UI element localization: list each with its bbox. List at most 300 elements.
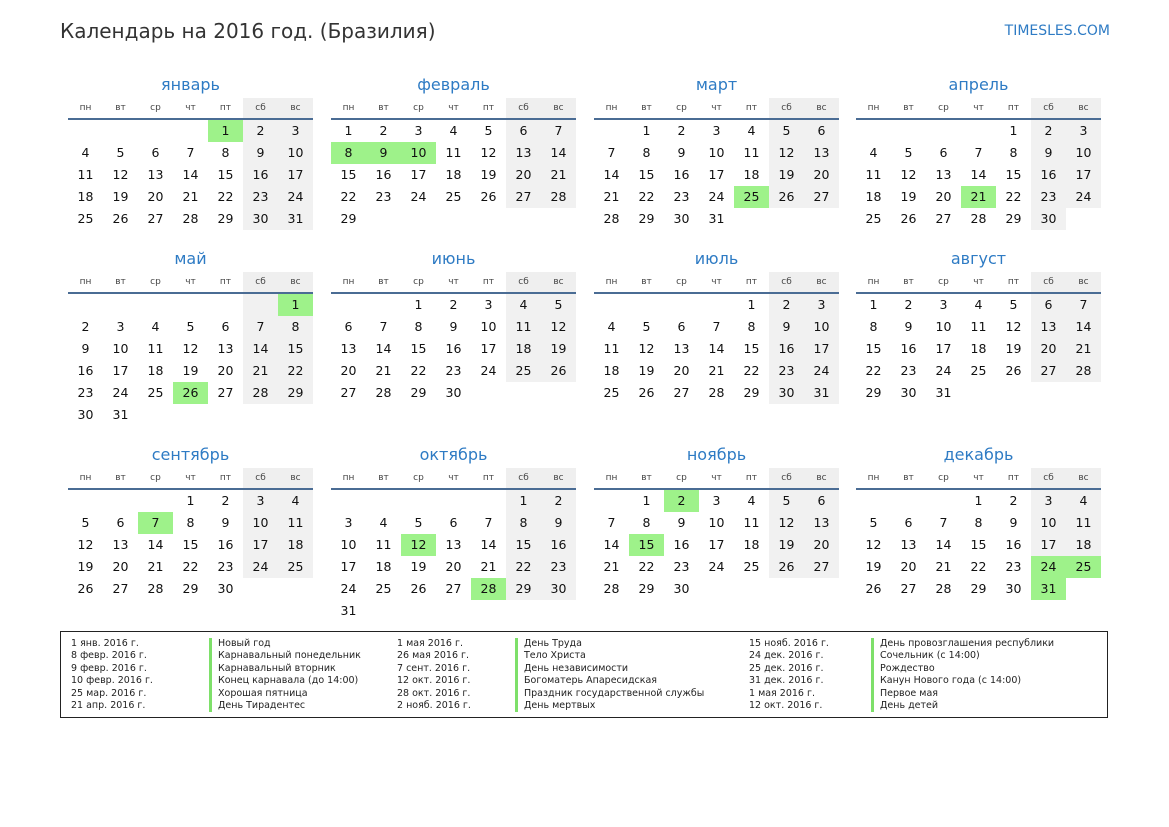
day-cell: 25 bbox=[278, 556, 313, 578]
month-name: июнь bbox=[431, 249, 476, 268]
day-cell: 6 bbox=[939, 145, 948, 160]
weekday-label: ср bbox=[676, 473, 687, 483]
day-cell: 21 bbox=[1066, 338, 1101, 360]
day-cell: 30 bbox=[77, 407, 94, 422]
day-cell: 18 bbox=[77, 189, 94, 204]
day-cell: 22 bbox=[278, 360, 313, 382]
day-cell: 7 bbox=[607, 145, 616, 160]
day-cell: 6 bbox=[151, 145, 160, 160]
day-cell: 23 bbox=[541, 556, 576, 578]
day-cell: 5 bbox=[116, 145, 125, 160]
day-cell: 23 bbox=[217, 559, 234, 574]
day-cell: 15 bbox=[217, 167, 234, 182]
day-cell: 23 bbox=[769, 360, 804, 382]
day-cell: 23 bbox=[673, 189, 690, 204]
day-cell: 28 bbox=[708, 385, 725, 400]
day-cell: 5 bbox=[1009, 297, 1018, 312]
day-cell: 6 bbox=[1031, 294, 1066, 316]
holiday-day: 9 bbox=[366, 142, 401, 164]
day-cell: 1 bbox=[414, 297, 423, 312]
empty-cell bbox=[699, 294, 734, 316]
legend-description: Тело Христа bbox=[515, 650, 586, 662]
day-cell: 10 bbox=[708, 515, 725, 530]
weekday-label: чт bbox=[973, 103, 984, 113]
day-cell: 28 bbox=[603, 211, 620, 226]
day-cell: 22 bbox=[865, 363, 882, 378]
month-name: ноябрь bbox=[686, 445, 747, 464]
day-cell: 27 bbox=[340, 385, 357, 400]
day-cell: 6 bbox=[904, 515, 913, 530]
day-cell: 11 bbox=[1066, 512, 1101, 534]
day-cell: 23 bbox=[445, 363, 462, 378]
day-cell: 30 bbox=[1005, 581, 1022, 596]
weekday-label: вт bbox=[903, 473, 914, 483]
holiday-legend bbox=[60, 631, 1108, 718]
day-cell: 18 bbox=[743, 537, 760, 552]
day-cell: 4 bbox=[607, 319, 616, 334]
legend-date: 31 дек. 2016 г. bbox=[749, 675, 824, 687]
month-name: октябрь bbox=[419, 445, 488, 464]
day-cell: 3 bbox=[116, 319, 125, 334]
day-cell: 8 bbox=[506, 512, 541, 534]
day-cell: 3 bbox=[939, 297, 948, 312]
day-cell: 4 bbox=[747, 493, 756, 508]
weekday-label: вт bbox=[378, 103, 389, 113]
day-cell: 14 bbox=[147, 537, 164, 552]
day-cell: 5 bbox=[541, 294, 576, 316]
day-cell: 27 bbox=[147, 211, 164, 226]
empty-cell bbox=[331, 490, 366, 512]
weekday-label: вс bbox=[541, 272, 576, 292]
day-cell: 1 bbox=[506, 490, 541, 512]
day-cell: 2 bbox=[677, 123, 686, 138]
day-cell: 20 bbox=[340, 363, 357, 378]
legend-date: 28 окт. 2016 г. bbox=[397, 687, 471, 699]
empty-cell bbox=[856, 120, 891, 142]
weekday-label: вс bbox=[541, 98, 576, 118]
day-cell: 8 bbox=[642, 515, 651, 530]
empty-cell bbox=[629, 294, 664, 316]
day-cell: 3 bbox=[712, 493, 721, 508]
holiday-day: 21 bbox=[961, 186, 996, 208]
empty-cell bbox=[926, 120, 961, 142]
day-cell: 18 bbox=[970, 341, 987, 356]
day-cell: 2 bbox=[1031, 120, 1066, 142]
day-cell: 4 bbox=[151, 319, 160, 334]
day-cell: 15 bbox=[506, 534, 541, 556]
day-cell: 10 bbox=[804, 316, 839, 338]
empty-cell bbox=[208, 294, 243, 316]
weekday-label: сб bbox=[243, 98, 278, 118]
weekday-label: пн bbox=[342, 277, 355, 287]
holiday-day: 2 bbox=[664, 490, 699, 512]
weekday-label: пн bbox=[79, 277, 92, 287]
day-cell: 13 bbox=[804, 512, 839, 534]
month-block bbox=[331, 72, 576, 230]
legend-date: 25 дек. 2016 г. bbox=[749, 662, 824, 674]
day-cell: 12 bbox=[77, 537, 94, 552]
weekday-label: пн bbox=[867, 103, 880, 113]
weekday-label: ср bbox=[413, 473, 424, 483]
day-cell: 9 bbox=[677, 515, 686, 530]
day-grid bbox=[331, 120, 576, 230]
day-cell: 21 bbox=[541, 164, 576, 186]
day-cell: 5 bbox=[484, 123, 493, 138]
legend-date: 25 мар. 2016 г. bbox=[71, 687, 147, 699]
holiday-day: 1 bbox=[208, 120, 243, 142]
day-cell: 14 bbox=[603, 537, 620, 552]
holiday-day: 24 bbox=[1031, 556, 1066, 578]
day-cell: 5 bbox=[904, 145, 913, 160]
day-cell: 30 bbox=[673, 211, 690, 226]
empty-cell bbox=[856, 490, 891, 512]
day-cell: 21 bbox=[935, 559, 952, 574]
day-cell: 3 bbox=[712, 123, 721, 138]
weekday-label: пт bbox=[1007, 103, 1020, 113]
weekday-label: чт bbox=[185, 277, 196, 287]
month-block bbox=[856, 442, 1101, 600]
day-cell: 9 bbox=[1031, 142, 1066, 164]
day-cell: 1 bbox=[1009, 123, 1018, 138]
legend-description: День Тирадентес bbox=[209, 700, 305, 712]
day-cell: 25 bbox=[865, 211, 882, 226]
day-cell: 15 bbox=[410, 341, 427, 356]
day-cell: 7 bbox=[541, 120, 576, 142]
day-cell: 12 bbox=[638, 341, 655, 356]
day-cell: 23 bbox=[375, 189, 392, 204]
legend-description: Карнавальный понедельник bbox=[209, 650, 361, 662]
day-cell: 12 bbox=[112, 167, 129, 182]
day-cell: 17 bbox=[708, 167, 725, 182]
day-cell: 27 bbox=[935, 211, 952, 226]
day-grid bbox=[856, 120, 1101, 230]
month-block bbox=[594, 442, 839, 600]
day-cell: 29 bbox=[410, 385, 427, 400]
month-block bbox=[594, 246, 839, 404]
day-cell: 14 bbox=[243, 338, 278, 360]
day-cell: 8 bbox=[747, 319, 756, 334]
day-cell: 2 bbox=[541, 490, 576, 512]
weekday-label: чт bbox=[448, 103, 459, 113]
legend-date: 1 мая 2016 г. bbox=[749, 687, 815, 699]
day-cell: 13 bbox=[147, 167, 164, 182]
day-cell: 14 bbox=[603, 167, 620, 182]
weekday-label: чт bbox=[711, 473, 722, 483]
day-grid bbox=[594, 294, 839, 404]
month-name: декабрь bbox=[943, 445, 1014, 464]
legend-description: Хорошая пятница bbox=[209, 688, 308, 700]
day-cell: 17 bbox=[935, 341, 952, 356]
day-cell: 22 bbox=[217, 189, 234, 204]
legend-description: День мертвых bbox=[515, 700, 595, 712]
day-cell: 17 bbox=[243, 534, 278, 556]
day-cell: 12 bbox=[541, 316, 576, 338]
day-cell: 1 bbox=[974, 493, 983, 508]
legend-date: 12 окт. 2016 г. bbox=[397, 675, 471, 687]
empty-cell bbox=[331, 294, 366, 316]
day-cell: 10 bbox=[935, 319, 952, 334]
day-cell: 6 bbox=[804, 120, 839, 142]
day-cell: 15 bbox=[638, 167, 655, 182]
day-cell: 19 bbox=[1005, 341, 1022, 356]
day-cell: 29 bbox=[865, 385, 882, 400]
month-name: май bbox=[174, 249, 207, 268]
day-cell: 8 bbox=[869, 319, 878, 334]
weekday-label: вт bbox=[641, 473, 652, 483]
day-cell: 15 bbox=[340, 167, 357, 182]
legend-date: 1 янв. 2016 г. bbox=[71, 638, 139, 649]
weekday-label: сб bbox=[243, 468, 278, 488]
day-cell: 14 bbox=[970, 167, 987, 182]
day-cell: 16 bbox=[1031, 164, 1066, 186]
day-cell: 22 bbox=[182, 559, 199, 574]
holiday-day: 10 bbox=[401, 142, 436, 164]
day-cell: 24 bbox=[1066, 186, 1101, 208]
day-cell: 17 bbox=[278, 164, 313, 186]
day-cell: 26 bbox=[77, 581, 94, 596]
day-cell: 26 bbox=[480, 189, 497, 204]
weekday-header bbox=[331, 272, 576, 294]
empty-cell bbox=[138, 490, 173, 512]
month-block bbox=[331, 246, 576, 404]
day-cell: 1 bbox=[642, 123, 651, 138]
day-cell: 30 bbox=[1031, 208, 1066, 230]
day-cell: 27 bbox=[506, 186, 541, 208]
legend-date: 21 апр. 2016 г. bbox=[71, 699, 146, 711]
day-grid bbox=[856, 490, 1101, 600]
weekday-header bbox=[331, 468, 576, 490]
day-cell: 16 bbox=[217, 537, 234, 552]
day-cell: 26 bbox=[410, 581, 427, 596]
day-cell: 13 bbox=[112, 537, 129, 552]
day-cell: 10 bbox=[278, 142, 313, 164]
day-cell: 24 bbox=[708, 559, 725, 574]
weekday-label: пт bbox=[745, 473, 758, 483]
day-cell: 7 bbox=[484, 515, 493, 530]
day-cell: 3 bbox=[243, 490, 278, 512]
day-cell: 12 bbox=[480, 145, 497, 160]
day-cell: 18 bbox=[506, 338, 541, 360]
empty-cell bbox=[664, 294, 699, 316]
empty-cell bbox=[138, 120, 173, 142]
legend-date: 10 февр. 2016 г. bbox=[71, 675, 153, 687]
month-block bbox=[68, 246, 313, 426]
day-cell: 30 bbox=[445, 385, 462, 400]
weekday-header bbox=[856, 468, 1101, 490]
weekday-label: вт bbox=[115, 473, 126, 483]
day-cell: 16 bbox=[445, 341, 462, 356]
day-cell: 9 bbox=[1009, 515, 1018, 530]
day-cell: 16 bbox=[769, 338, 804, 360]
day-grid bbox=[331, 490, 576, 622]
holiday-day: 1 bbox=[278, 294, 313, 316]
day-cell: 14 bbox=[1066, 316, 1101, 338]
weekday-header bbox=[594, 272, 839, 294]
day-cell: 18 bbox=[375, 559, 392, 574]
day-cell: 24 bbox=[278, 186, 313, 208]
day-cell: 25 bbox=[603, 385, 620, 400]
day-cell: 8 bbox=[221, 145, 230, 160]
legend-date: 26 мая 2016 г. bbox=[397, 650, 470, 662]
weekday-label: сб bbox=[506, 98, 541, 118]
day-cell: 9 bbox=[221, 515, 230, 530]
day-cell: 4 bbox=[81, 145, 90, 160]
legend-date: 2 нояб. 2016 г. bbox=[397, 699, 471, 711]
empty-cell bbox=[68, 294, 103, 316]
day-cell: 9 bbox=[541, 512, 576, 534]
day-cell: 25 bbox=[375, 581, 392, 596]
day-cell: 12 bbox=[1005, 319, 1022, 334]
day-cell: 28 bbox=[970, 211, 987, 226]
day-cell: 10 bbox=[480, 319, 497, 334]
empty-cell bbox=[961, 120, 996, 142]
day-cell: 5 bbox=[414, 515, 423, 530]
day-cell: 15 bbox=[182, 537, 199, 552]
weekday-label: чт bbox=[448, 473, 459, 483]
weekday-label: вт bbox=[641, 103, 652, 113]
day-cell: 29 bbox=[638, 211, 655, 226]
day-cell: 22 bbox=[638, 189, 655, 204]
day-cell: 23 bbox=[673, 559, 690, 574]
day-cell: 28 bbox=[1066, 360, 1101, 382]
day-cell: 3 bbox=[344, 515, 353, 530]
legend-description: Богоматерь Апаресидская bbox=[515, 675, 657, 687]
weekday-label: пт bbox=[1007, 277, 1020, 287]
month-block bbox=[856, 72, 1101, 230]
day-cell: 7 bbox=[1066, 294, 1101, 316]
day-cell: 11 bbox=[743, 515, 760, 530]
day-cell: 24 bbox=[243, 556, 278, 578]
empty-cell bbox=[138, 294, 173, 316]
day-cell: 23 bbox=[900, 363, 917, 378]
weekday-label: сб bbox=[769, 272, 804, 292]
day-cell: 17 bbox=[480, 341, 497, 356]
day-cell: 20 bbox=[900, 559, 917, 574]
weekday-header bbox=[594, 468, 839, 490]
day-cell: 11 bbox=[506, 316, 541, 338]
weekday-label: пн bbox=[605, 473, 618, 483]
day-cell: 6 bbox=[344, 319, 353, 334]
day-cell: 8 bbox=[642, 145, 651, 160]
day-cell: 20 bbox=[1031, 338, 1066, 360]
day-cell: 5 bbox=[869, 515, 878, 530]
day-cell: 8 bbox=[1009, 145, 1018, 160]
empty-cell bbox=[103, 294, 138, 316]
day-cell: 1 bbox=[869, 297, 878, 312]
empty-cell bbox=[594, 120, 629, 142]
day-cell: 17 bbox=[708, 537, 725, 552]
weekday-label: вс bbox=[278, 272, 313, 292]
day-cell: 3 bbox=[484, 297, 493, 312]
month-name: январь bbox=[161, 75, 220, 94]
day-cell: 21 bbox=[243, 360, 278, 382]
day-cell: 18 bbox=[1066, 534, 1101, 556]
day-cell: 24 bbox=[112, 385, 129, 400]
day-cell: 26 bbox=[1005, 363, 1022, 378]
day-cell: 19 bbox=[410, 559, 427, 574]
day-cell: 4 bbox=[379, 515, 388, 530]
day-cell: 9 bbox=[769, 316, 804, 338]
day-cell: 4 bbox=[974, 297, 983, 312]
day-cell: 20 bbox=[112, 559, 129, 574]
legend-date: 1 мая 2016 г. bbox=[397, 638, 463, 649]
day-cell: 6 bbox=[804, 490, 839, 512]
weekday-label: сб bbox=[243, 272, 278, 292]
day-cell: 7 bbox=[186, 145, 195, 160]
empty-cell bbox=[926, 490, 961, 512]
month-block bbox=[68, 442, 313, 600]
day-cell: 20 bbox=[445, 559, 462, 574]
weekday-label: вс bbox=[541, 468, 576, 488]
day-cell: 29 bbox=[638, 581, 655, 596]
legend-date: 15 нояб. 2016 г. bbox=[749, 638, 829, 649]
day-cell: 17 bbox=[1031, 534, 1066, 556]
day-cell: 23 bbox=[1005, 559, 1022, 574]
day-cell: 2 bbox=[221, 493, 230, 508]
day-cell: 29 bbox=[970, 581, 987, 596]
day-cell: 18 bbox=[278, 534, 313, 556]
holiday-day: 25 bbox=[1066, 556, 1101, 578]
day-cell: 4 bbox=[747, 123, 756, 138]
day-cell: 18 bbox=[603, 363, 620, 378]
legend-description: Праздник государственной службы bbox=[515, 688, 704, 700]
day-cell: 22 bbox=[340, 189, 357, 204]
day-cell: 3 bbox=[804, 294, 839, 316]
empty-cell bbox=[366, 490, 401, 512]
month-name: март bbox=[695, 75, 738, 94]
day-cell: 13 bbox=[217, 341, 234, 356]
day-cell: 5 bbox=[769, 120, 804, 142]
legend-description: Конец карнавала (до 14:00) bbox=[209, 675, 358, 687]
day-cell: 7 bbox=[243, 316, 278, 338]
day-cell: 22 bbox=[638, 559, 655, 574]
site-link[interactable]: TIMESLES.COM bbox=[1004, 23, 1110, 39]
empty-cell bbox=[891, 490, 926, 512]
weekday-label: пт bbox=[745, 103, 758, 113]
day-cell: 25 bbox=[506, 360, 541, 382]
day-cell: 25 bbox=[147, 385, 164, 400]
empty-cell bbox=[243, 294, 278, 316]
weekday-label: ср bbox=[676, 103, 687, 113]
day-cell: 11 bbox=[603, 341, 620, 356]
day-cell: 2 bbox=[1009, 493, 1018, 508]
weekday-label: пт bbox=[219, 473, 232, 483]
weekday-header bbox=[68, 98, 313, 120]
day-cell: 11 bbox=[278, 512, 313, 534]
day-cell: 2 bbox=[904, 297, 913, 312]
weekday-label: ср bbox=[413, 103, 424, 113]
holiday-day: 26 bbox=[173, 382, 208, 404]
day-cell: 28 bbox=[147, 581, 164, 596]
month-block bbox=[68, 72, 313, 230]
page-title: Календарь на 2016 год. (Бразилия) bbox=[60, 19, 436, 43]
day-cell: 25 bbox=[970, 363, 987, 378]
day-cell: 21 bbox=[182, 189, 199, 204]
day-cell: 24 bbox=[708, 189, 725, 204]
weekday-label: ср bbox=[938, 277, 949, 287]
day-cell: 30 bbox=[673, 581, 690, 596]
day-cell: 15 bbox=[865, 341, 882, 356]
weekday-label: вт bbox=[115, 103, 126, 113]
weekday-label: ср bbox=[150, 277, 161, 287]
day-cell: 15 bbox=[970, 537, 987, 552]
day-cell: 25 bbox=[77, 211, 94, 226]
day-cell: 3 bbox=[278, 120, 313, 142]
day-cell: 21 bbox=[375, 363, 392, 378]
day-cell: 3 bbox=[414, 123, 423, 138]
day-cell: 11 bbox=[865, 167, 882, 182]
weekday-label: сб bbox=[1031, 468, 1066, 488]
